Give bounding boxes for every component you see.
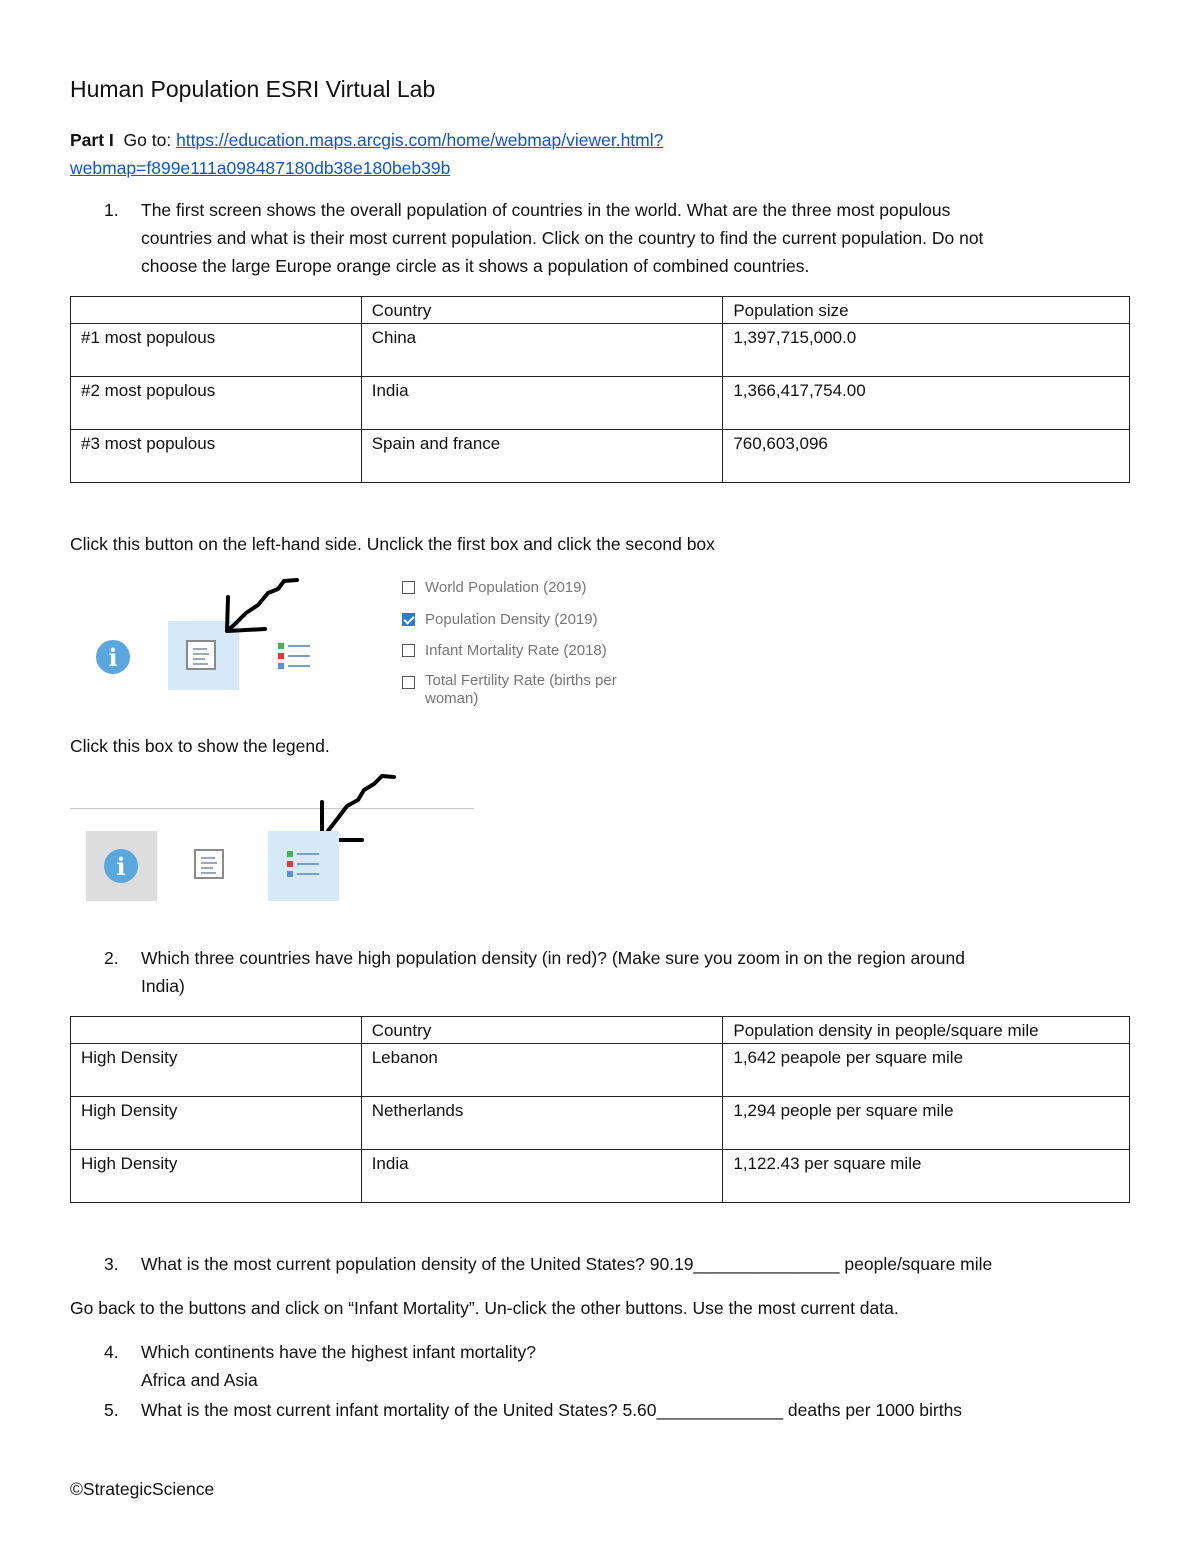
document-title: Human Population ESRI Virtual Lab [70,76,436,102]
table-cell: 760,603,096 [723,430,1130,483]
q2-number: 2. [104,948,119,968]
content-list-icon[interactable] [194,849,224,879]
table-row [71,1044,1130,1097]
table-row [71,377,1130,430]
table-header-cell: Country [361,1017,723,1044]
table-cell: High Density [71,1150,362,1203]
q3-number: 3. [104,1254,119,1274]
table-cell: India [361,1150,723,1203]
goto-label: Go to: [123,130,172,150]
arrow-icon [220,575,310,640]
checkbox-unchecked[interactable] [402,676,415,689]
q5-text: What is the most current infant mortality of the United States? 5.60_____________ deaths per 1000 births [141,1400,963,1420]
info-icon[interactable]: i [96,640,130,674]
table-cell: 1,294 people per square mile [723,1097,1130,1150]
table-cell: Lebanon [361,1044,723,1097]
table-row [71,1150,1130,1203]
table-header-cell: Population density in people/square mile [723,1017,1130,1044]
instruction-legend: Click this box to show the legend. [70,736,330,756]
table-cell: 1,397,715,000.0 [723,324,1130,377]
instruction-layers: Click this button on the left-hand side. Unclick the first box and click the second box [70,534,715,554]
table-header-cell [71,297,362,324]
table-header-cell: Population size [723,297,1130,324]
instruction-infant-mortality: Go back to the buttons and click on “Infant Mortality”. Un-click the other buttons. Use the most current data. [70,1298,899,1318]
table-cell: High Density [71,1097,362,1150]
table-row [71,1097,1130,1150]
table-cell: Netherlands [361,1097,723,1150]
webmap-link[interactable]: https://education.maps.arcgis.com/home/webmap/viewer.html? webmap=f899e111a098487180db38e180beb39b [70,130,664,178]
part-heading [70,126,1130,182]
table-cell: #3 most populous [71,430,362,483]
q4-text: Which continents have the highest infant mortality? Africa and Asia [141,1338,536,1394]
population-table [70,296,1130,483]
q4-number: 4. [104,1342,119,1362]
table-cell: Spain and france [361,430,723,483]
table-header-row [71,1017,1130,1044]
content-list-icon[interactable] [186,640,216,670]
table-row [71,430,1130,483]
table-cell: 1,122.43 per square mile [723,1150,1130,1203]
info-icon[interactable]: i [104,849,138,883]
table-cell: #1 most populous [71,324,362,377]
table-cell: 1,366,417,754.00 [723,377,1130,430]
table-cell: China [361,324,723,377]
density-table [70,1016,1130,1203]
checkbox-unchecked[interactable] [402,644,415,657]
q1-text: The first screen shows the overall population of countries in the world. What are the three most populous countries and what is their most current population. Click on the country to find the current population. Do not choose the large Europe orange circle as it shows a population of combined countries. [141,200,984,276]
legend-icon[interactable] [287,849,319,881]
q3-text: What is the most current population density of the United States? 90.19_______________ people/square mile [141,1254,993,1274]
table-cell: 1,642 peapole per square mile [723,1044,1130,1097]
divider [70,808,474,809]
footer-copyright: ©StrategicScience [70,1479,215,1499]
q1-number: 1. [104,200,119,220]
q2-text: Which three countries have high population density (in red)? (Make sure you zoom in on the region around India) [141,948,965,996]
table-cell: High Density [71,1044,362,1097]
q4-answer: Africa and Asia [141,1370,258,1390]
table-header-cell: Country [361,297,723,324]
part-label: Part I [70,130,114,150]
q5-number: 5. [104,1400,119,1420]
table-cell: #2 most populous [71,377,362,430]
checkbox-checked[interactable] [402,613,415,626]
table-header-row [71,297,1130,324]
table-cell: India [361,377,723,430]
table-row [71,324,1130,377]
table-header-cell [71,1017,362,1044]
legend-icon[interactable] [278,641,310,673]
checkbox-unchecked[interactable] [402,581,415,594]
